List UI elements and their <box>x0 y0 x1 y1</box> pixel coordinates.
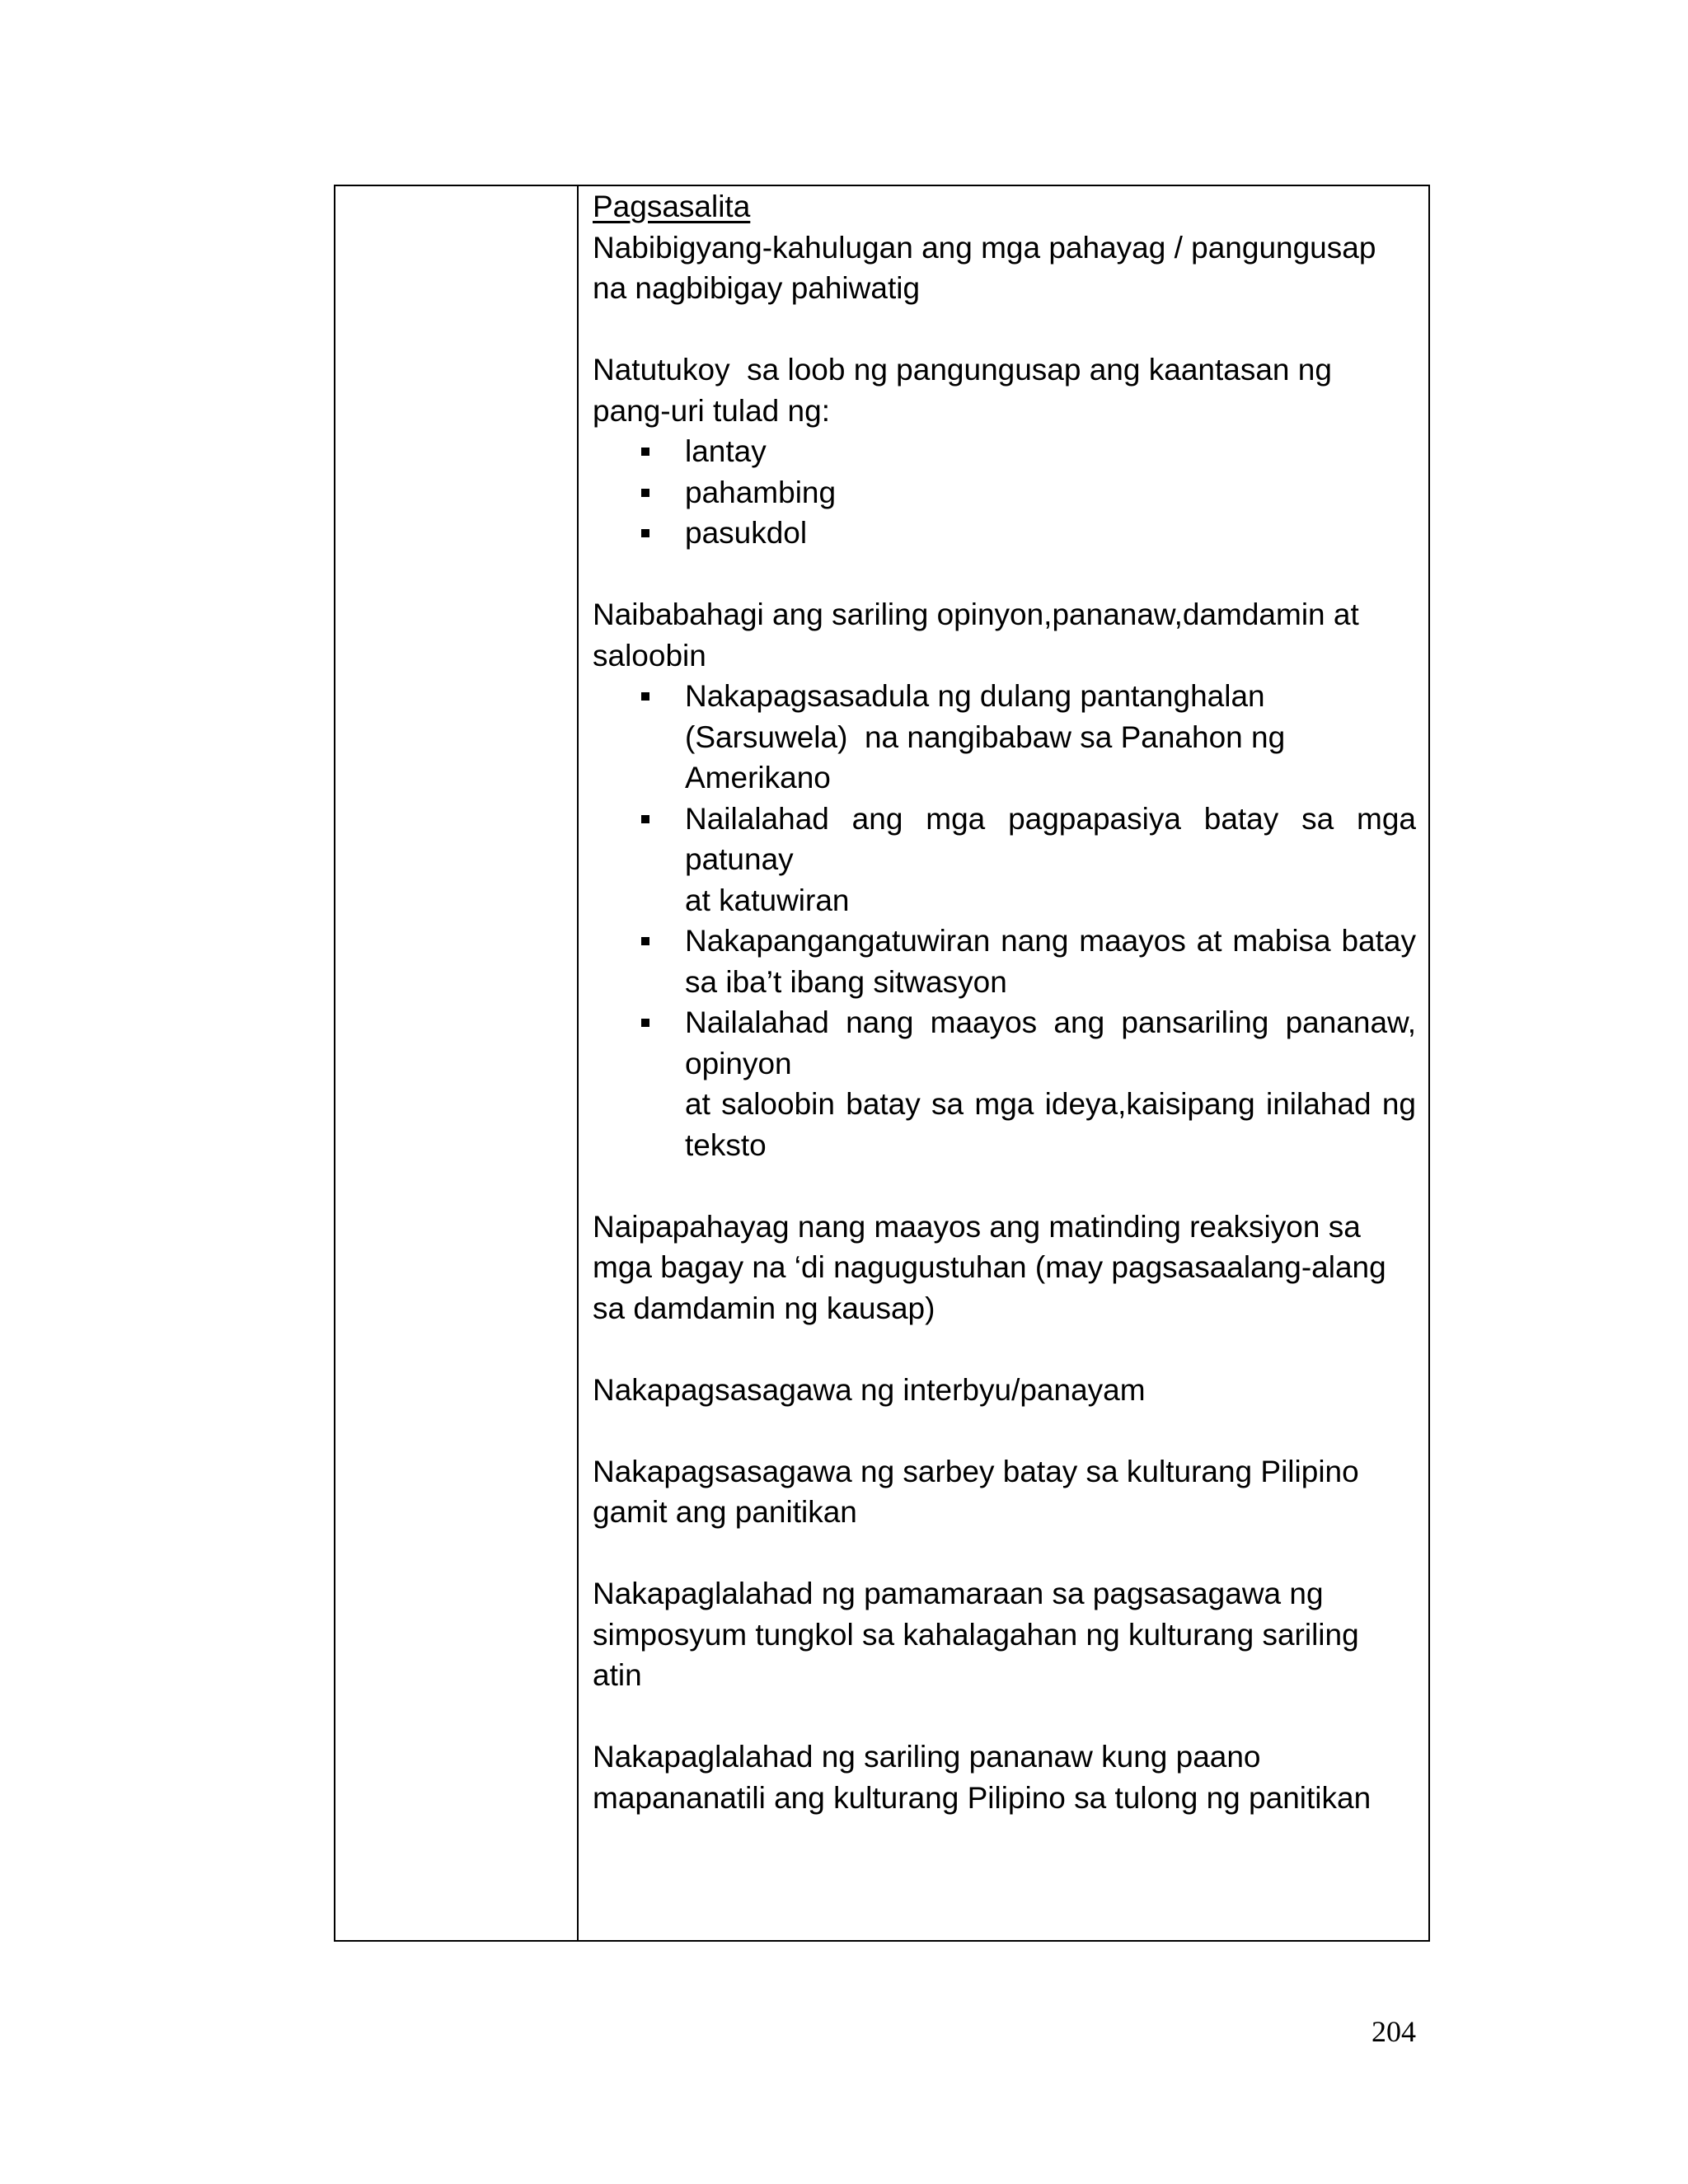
list-item-line: Nailalahad ang mga pagpapasiya batay sa mga <box>685 801 1416 836</box>
paragraph <box>593 1736 1416 1818</box>
list-item <box>593 431 1416 472</box>
paragraph-line: mapananatili ang kulturang Pilipino sa tulong ng panitikan <box>593 1780 1372 1815</box>
paragraph-spacer <box>593 1410 1416 1451</box>
paragraph <box>593 1573 1416 1696</box>
list-item-line: pahambing <box>685 475 837 509</box>
square-bullet-icon <box>641 529 649 537</box>
list-item-line: Nakapangangatuwiran nang maayos at mabisa batay <box>685 924 1416 958</box>
paragraph-line: Nakapaglalahad ng sariling pananaw kung paano <box>593 1740 1261 1774</box>
paragraph-line: Nakapagsasagawa ng interbyu/panayam <box>593 1372 1146 1407</box>
paragraph-line: atin <box>593 1658 642 1692</box>
list-item-line: sa iba’t ibang sitwasyon <box>685 964 1007 999</box>
paragraph <box>593 1207 1416 1329</box>
paragraph <box>593 349 1416 554</box>
square-bullet-icon <box>641 1019 649 1027</box>
list-item-line: teksto <box>685 1127 767 1162</box>
list-item-line: Nailalahad nang maayos ang pansariling pananaw, <box>685 1005 1416 1039</box>
list-item <box>593 513 1416 554</box>
paragraph-spacer <box>593 1696 1416 1737</box>
paragraph-line: mga bagay na ‘di nagugustuhan (may pagsasaalang-alang <box>593 1250 1386 1284</box>
table-right-cell <box>579 186 1428 1940</box>
list-item-line: at saloobin batay sa mga ideya,kaisipang inilahad ng <box>685 1087 1416 1121</box>
square-bullet-icon <box>641 815 649 823</box>
list-item <box>593 676 1416 799</box>
paragraph <box>593 594 1416 1165</box>
table-left-cell <box>335 186 577 1940</box>
square-bullet-icon <box>641 937 649 945</box>
square-bullet-icon <box>641 692 649 701</box>
list-item <box>593 921 1416 1002</box>
paragraph-spacer <box>593 1329 1416 1370</box>
paragraph-line: sa damdamin ng kausap) <box>593 1291 935 1325</box>
list-item-line: lantay <box>685 434 767 468</box>
paragraph <box>593 227 1416 309</box>
section-heading: Pagsasalita <box>593 190 751 223</box>
list-item <box>593 1002 1416 1165</box>
paragraph-line: saloobin <box>593 638 706 673</box>
paragraph-line: pang-uri tulad ng: <box>593 393 830 428</box>
paragraph-line: simposyum tungkol sa kahalagahan ng kulturang sariling <box>593 1617 1359 1652</box>
bullet-list <box>593 676 1416 1165</box>
list-item <box>593 799 1416 921</box>
paragraph-spacer <box>593 1165 1416 1207</box>
list-item-line: opinyon <box>685 1046 792 1080</box>
list-item-line: at katuwiran <box>685 883 850 917</box>
paragraph <box>593 1370 1416 1411</box>
paragraph <box>593 1451 1416 1533</box>
page-number: 204 <box>1372 2015 1416 2048</box>
paragraph-spacer <box>593 554 1416 595</box>
paragraph-line: Naibabahagi ang sariling opinyon,pananaw,damdamin at <box>593 598 1359 631</box>
list-item-line: patunay <box>685 842 794 876</box>
list-item-line: Nakapagsasadula ng dulang pantanghalan <box>685 679 1265 713</box>
list-item-line: pasukdol <box>685 516 808 550</box>
list-item-line: Amerikano <box>685 761 831 794</box>
bullet-list <box>593 431 1416 554</box>
paragraph-line: Nakapaglalahad ng pamamaraan sa pagsasagawa ng <box>593 1577 1324 1610</box>
square-bullet-icon <box>641 489 649 497</box>
paragraph-line: gamit ang panitikan <box>593 1495 857 1529</box>
list-item <box>593 472 1416 513</box>
list-item-line: (Sarsuwela) na nangibabaw sa Panahon ng <box>685 719 1286 754</box>
paragraph-line: Nabibigyang-kahulugan ang mga pahayag / pangungusap <box>593 230 1376 265</box>
paragraph-spacer <box>593 1533 1416 1574</box>
paragraph-line: na nagbibigay pahiwatig <box>593 271 921 305</box>
paragraph-spacer <box>593 309 1416 350</box>
paragraph-line: Nakapagsasagawa ng sarbey batay sa kulturang Pilipino <box>593 1454 1359 1488</box>
square-bullet-icon <box>641 448 649 456</box>
paragraph-line: Naipapahayag nang maayos ang matinding reaksiyon sa <box>593 1209 1361 1244</box>
paragraph-line: Natutukoy sa loob ng pangungusap ang kaantasan ng <box>593 353 1332 387</box>
